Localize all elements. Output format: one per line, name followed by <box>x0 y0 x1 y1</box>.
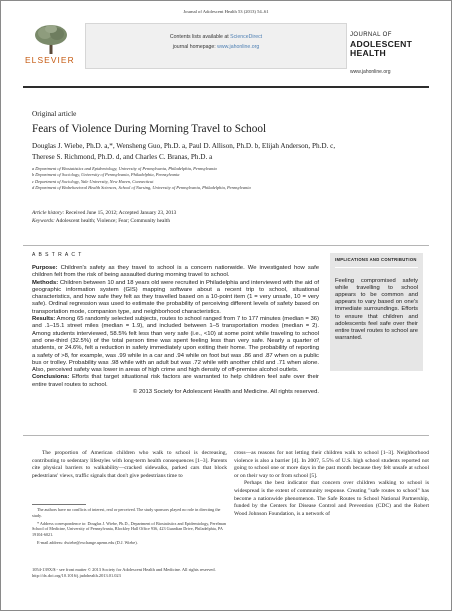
body-column-left <box>32 450 227 480</box>
contents-box <box>85 23 347 69</box>
footnotes <box>32 507 227 548</box>
abstract-top-rule <box>23 245 429 246</box>
header-rule <box>23 86 429 88</box>
affiliations <box>32 166 428 191</box>
abstract-purpose <box>32 265 319 280</box>
journal-title-line1: JOURNAL OF <box>350 32 392 38</box>
homepage-prefix: journal homepage: <box>172 44 218 50</box>
doi-link[interactable]: http://dx.doi.org/10.1016/j.jadohealth.2013.01.023 <box>32 573 121 579</box>
authors-line2: Therese S. Richmond, Ph.D. d, and Charles C. Branas, Ph.D. a <box>32 153 213 161</box>
conclusions-label: Conclusions: <box>32 374 70 381</box>
affiliation-item: b Department of Sociology, University of Pennsylvania, Philadelphia, Pennsylvania <box>32 172 180 178</box>
keywords-line <box>32 217 176 225</box>
article-title: Fears of Violence During Morning Travel to School <box>32 123 267 135</box>
author-list <box>32 141 428 163</box>
conflict-footnote: The authors have no conflicts of interest, real or perceived. The study sponsors played no role in directing the study. <box>32 507 221 518</box>
methods-text: Children between 10 and 18 years old were recruited in Philadelphia and interviewed with the aid of geographic information system (GIS) mapping software about a recent trip to school, situational characteristics, and how safe they felt as they travelled based on a 10-point item (1 = very unsafe, 10 = very safe). Ordinal regression was used to estimate the probability of perceiving different levels of safety based on transportation mode, companion type, and neighborhood characteristics. <box>32 279 319 315</box>
history-label: Article history: <box>32 210 65 216</box>
affiliation-item: d Department of Biobehavioral Health Sciences, School of Nursing, University of Pennsylvania, Philadelphia, Pennsylvania <box>32 184 251 190</box>
article-type: Original article <box>32 109 77 118</box>
implications-title: IMPLICATIONS AND CONTRIBUTION <box>335 257 418 268</box>
correspondence-footnote: * Address correspondence to: Douglas J. Wiebe, Ph.D., Department of Biostatistics and Epidemiology, Perelman School of Medicine, University of Pennsylvania, Blockley Hall Office 936, 423 Guardian Drive, Philadelphia, PA 19104-6021. <box>32 520 226 538</box>
conclusions-text: Efforts that target situational risk factors are warranted to help children feel safe over their entire travel routes to school. <box>32 374 319 388</box>
journal-url[interactable]: www.jahonline.org <box>350 69 391 75</box>
history-line <box>32 209 176 217</box>
methods-label: Methods: <box>32 279 59 286</box>
issn-block <box>32 567 216 580</box>
journal-citation: Journal of Adolescent Health 53 (2013) 54–61 <box>183 9 269 14</box>
body-column-right <box>234 450 429 518</box>
results-text: Among 65 randomly selected subjects, routes to school ranged from 7 to 177 minutes (median = 36) and .1–15.1 street miles (median = 1.9), and included between 1–5 transportation modes (median = 2). Among students interviewed, 58.5% felt less than very safe (i.e., <10) at some point while traveling to school and one-third (32.5%) of the total person time was spent feeling less than very safe. Nearly a quarter of students, or 24.6%, felt a reduction in safety immediately upon exiting their home. The probability of reporting a safety of >8, for example, was .99 while in a car and .94 while on foot but was .86 and .87 when on a public bus or trolley. Probability was .98 while with an adult but was .72 while with another child and .71 when alone. Also, perceived safety was lower in areas of high crime and high density of off-premise alcohol outlets. <box>32 316 319 374</box>
footnote-rule <box>32 504 86 505</box>
homepage-line <box>86 44 346 50</box>
contents-prefix: Contents lists available at <box>169 34 231 40</box>
affiliation-item: c Department of Sociology, Yale University, New Haven, Connecticut <box>32 178 154 184</box>
abstract-bottom-rule <box>23 435 429 436</box>
abstract-label: A B S T R A C T <box>32 252 83 258</box>
issn-line: 1054-139X/$ - see front matter © 2013 Society for Adolescent Health and Medicine. All rights reserved. <box>32 567 216 572</box>
elsevier-logo <box>23 24 79 64</box>
keywords-label: Keywords: <box>32 218 55 224</box>
abstract-results <box>32 316 319 374</box>
journal-title-line3: HEALTH <box>350 48 387 58</box>
abstract-conclusions <box>32 374 319 389</box>
sciencedirect-link[interactable]: ScienceDirect <box>230 34 263 40</box>
homepage-link[interactable]: www.jahonline.org <box>217 44 260 50</box>
email-footnote: E-mail address: dwiebe@exchange.upenn.edu (D.J. Wiebe). <box>37 539 138 545</box>
publisher-name: ELSEVIER <box>25 55 75 65</box>
article-history <box>32 209 176 225</box>
authors-line1: Douglas J. Wiebe, Ph.D. a,*, Wensheng Guo, Ph.D. a, Paul D. Allison, Ph.D. b, Elijah Anderson, Ph.D. c, <box>32 142 336 150</box>
journal-title-block <box>350 31 442 58</box>
keywords-value: Adolescent health; Violence; Fear; Community health <box>54 218 170 224</box>
abstract-methods <box>32 280 319 316</box>
tree-icon <box>33 24 69 54</box>
history-value: Received June 15, 2012; Accepted January 23, 2013 <box>64 210 177 216</box>
body-paragraph: The proportion of American children who walk to school is decreasing, contributing to sedentary lifestyles with long-term health consequences [1–3]. Parents cite physical barriers to walkability—cracked sidewalks, parked cars that block pedestrians' views, traffic signals that don't give pedestrians time to <box>32 450 227 479</box>
affiliation-item: a Department of Biostatistics and Epidemiology, University of Pennsylvania, Philadelphia, Pennsylvania <box>32 166 217 171</box>
abstract-copyright: © 2013 Society for Adolescent Health and Medicine. All rights reserved. <box>132 389 319 396</box>
body-paragraph: Perhaps the best indicator that concern over children walking to school is widespread is the extent of community response. Creating "safe routes to school" has become a nationwide phenomenon. The Safe Routes to School National Partnership, funded by the Centers for Disease Control and Prevention (CDC) and the Robert Wood Johnson Foundation, is a network of <box>234 480 429 517</box>
abstract <box>32 252 319 396</box>
contents-available-line <box>86 34 346 40</box>
journal-title-line2: ADOLESCENT <box>350 39 413 49</box>
results-label: Results: <box>32 316 56 323</box>
implications-text: Feeling compromised safety while travelling to school appears to be common and appears to vary based on one's immediate surroundings. Efforts to ensure that children and adolescents feel safe over their entire travel routes to school are warranted. <box>335 277 418 342</box>
implications-box <box>330 253 423 371</box>
body-paragraph: cross—as reasons for not letting their children walk to school [1–3]. Neighborhood violence is also a barrier [4]. In 2007, 5.5% of U.S. high school students reported not going to school one or more days in the past month because they felt unsafe at school or on their way to or from school [5]. <box>234 450 429 479</box>
purpose-label: Purpose: <box>32 265 58 271</box>
purpose-text: Children's safety as they travel to school is a concern nationwide. We investigated how safe children felt from the risk of being assaulted during morning travel to school. <box>32 265 319 279</box>
